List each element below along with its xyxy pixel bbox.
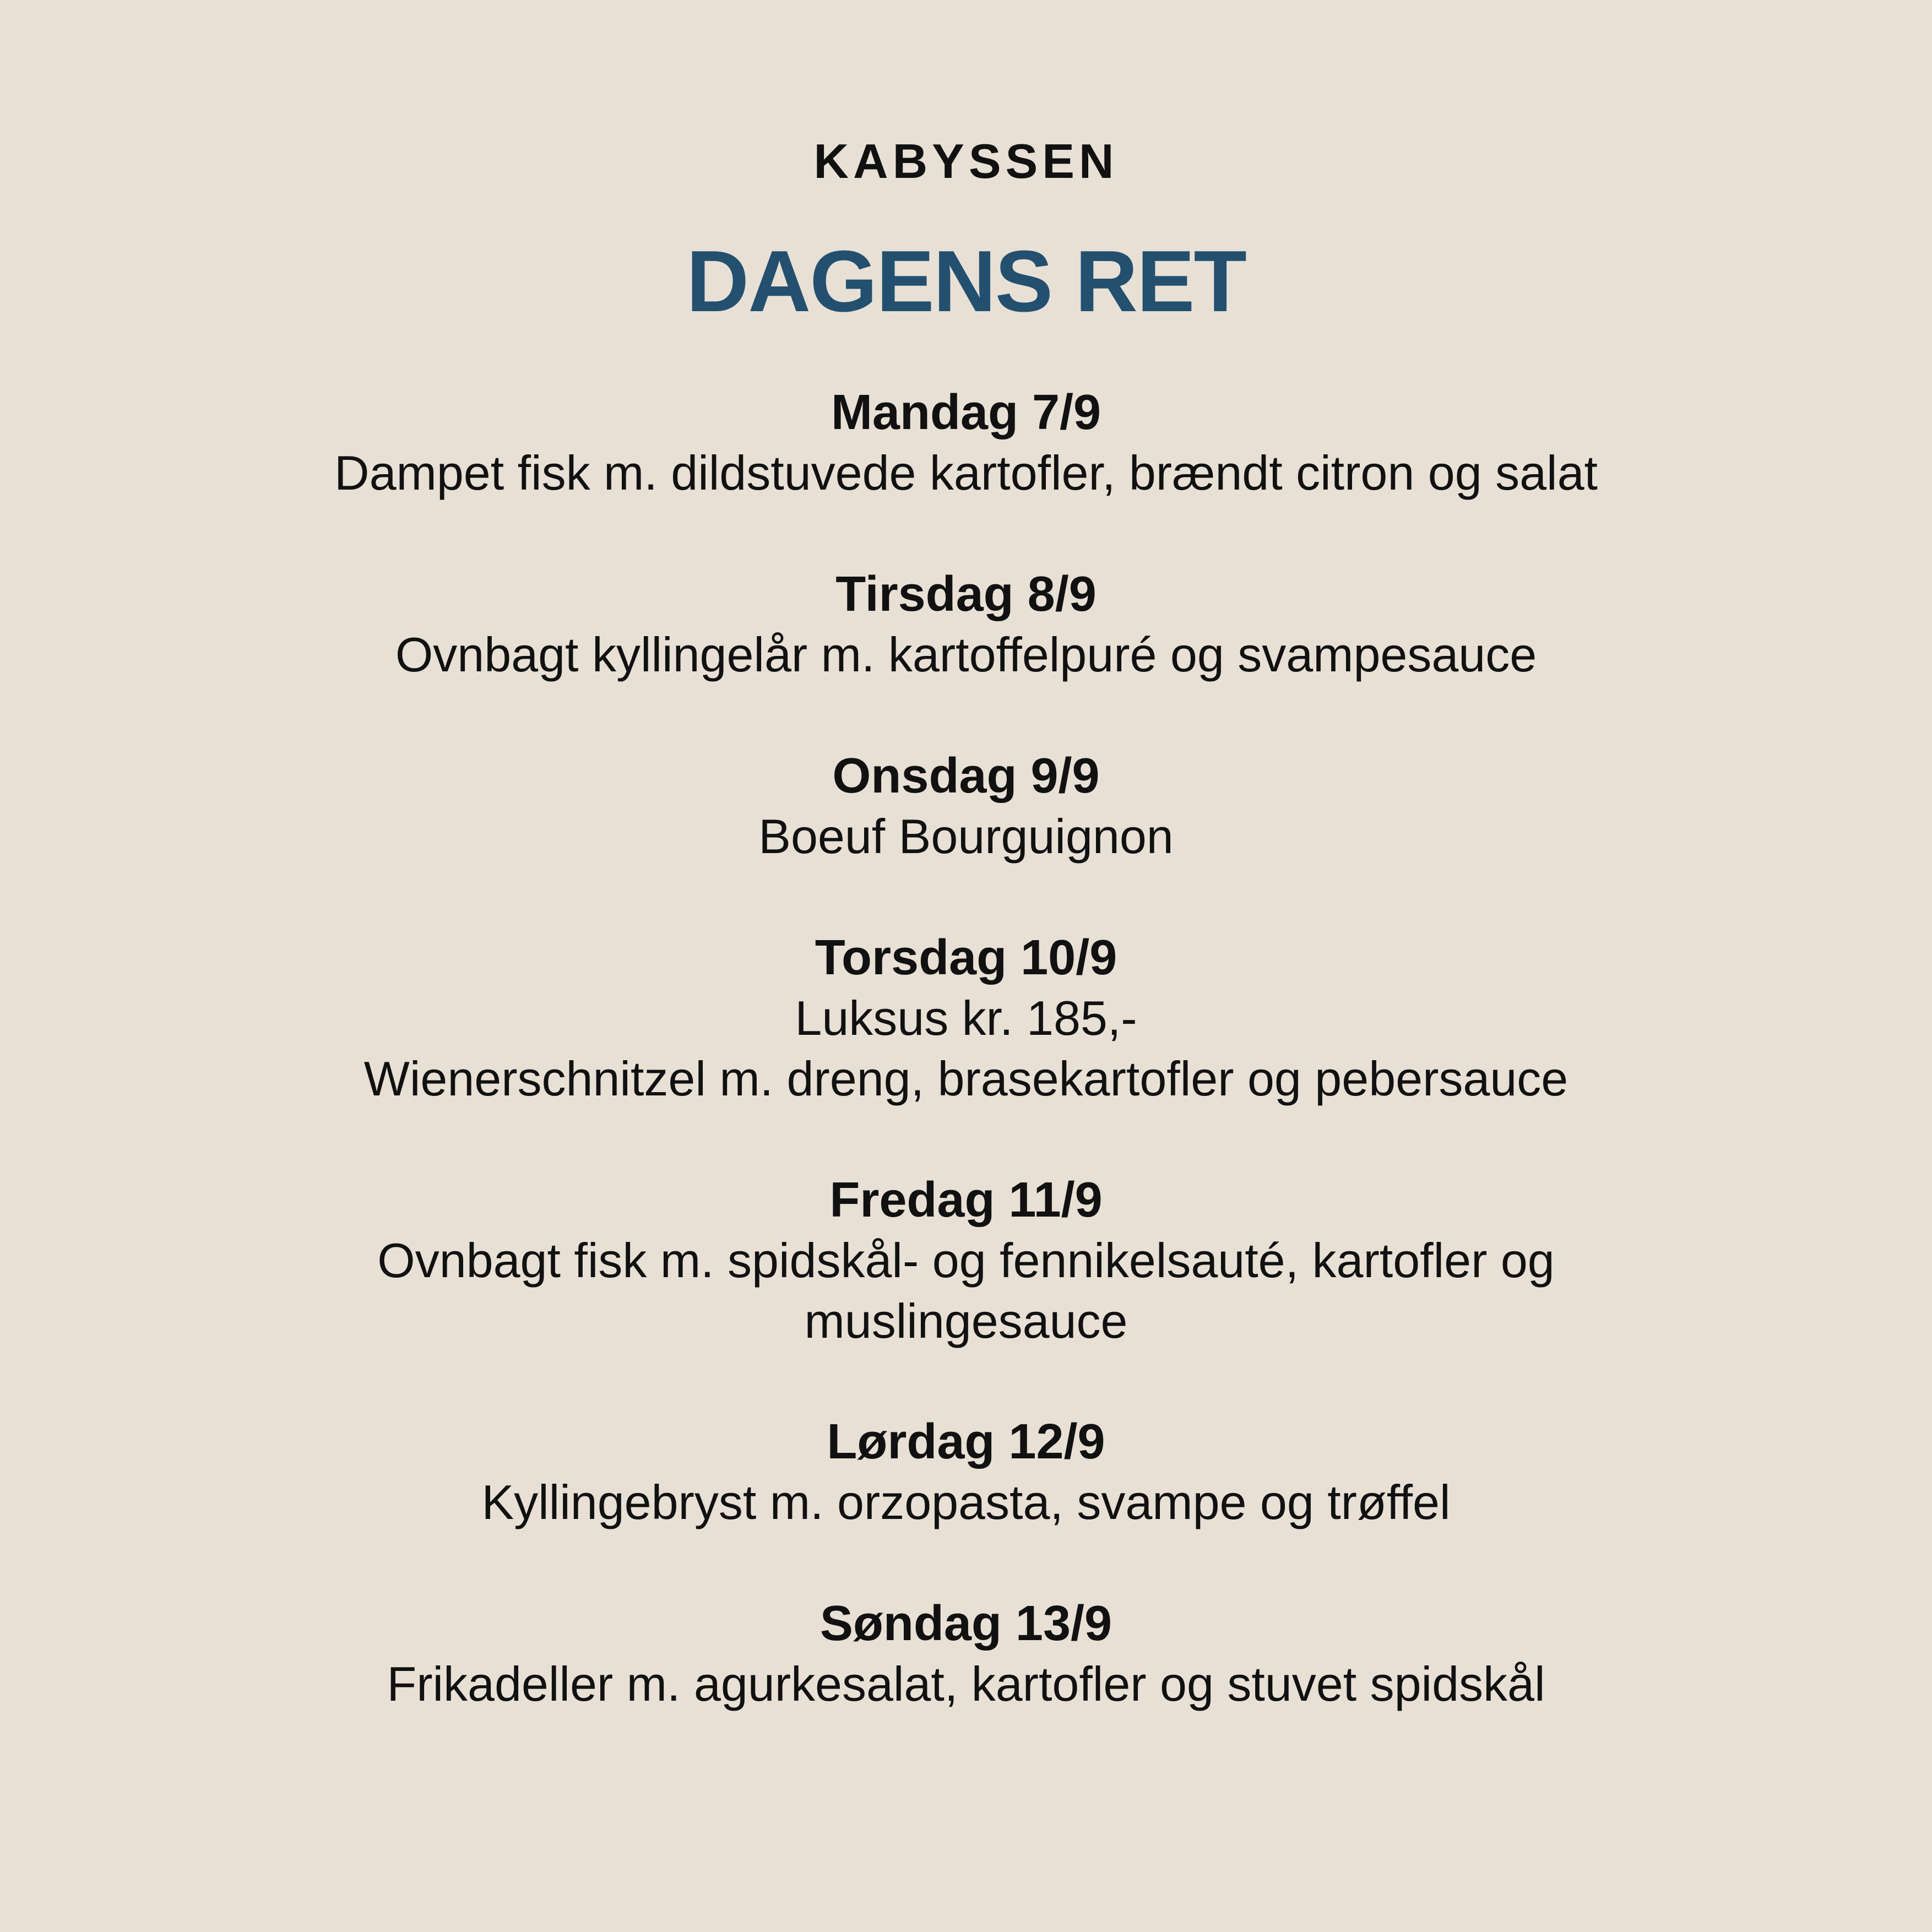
dish-description: Frikadeller m. agurkesalat, kartofler og stuvet spidskål [387,1657,1545,1711]
dish-description-continued: muslingesauce [804,1294,1128,1348]
page-title: DAGENS RET [686,233,1246,330]
menu-day-wednesday [0,746,1932,867]
menu-day-thursday [0,927,1932,1109]
menu-day-monday [0,382,1932,503]
dish-description: Dampet fisk m. dildstuvede kartofler, brændt citron og salat [334,446,1598,500]
menu-day-friday [0,1170,1932,1352]
dish-description: Ovnbagt kyllingelår m. kartoffelpuré og svampesauce [395,627,1537,682]
dish-price-note: Luksus kr. 185,- [795,991,1137,1045]
day-heading: Søndag 13/9 [820,1596,1112,1651]
day-heading: Torsdag 10/9 [815,930,1117,985]
day-heading: Onsdag 9/9 [832,748,1100,804]
menu-day-saturday [0,1412,1932,1533]
brand-name: KABYSSEN [813,134,1119,188]
menu-day-sunday [0,1593,1932,1714]
dish-description: Kyllingebryst m. orzopasta, svampe og trøffel [481,1475,1451,1529]
dish-description: Boeuf Bourguignon [758,809,1174,864]
day-heading: Tirsdag 8/9 [835,567,1097,622]
dish-description: Ovnbagt fisk m. spidskål- og fennikelsauté, kartofler og [377,1233,1555,1288]
dish-description: Wienerschnitzel m. dreng, brasekartofler og pebersauce [363,1051,1569,1106]
day-heading: Mandag 7/9 [831,385,1101,440]
day-heading: Lørdag 12/9 [827,1414,1105,1469]
day-heading: Fredag 11/9 [829,1173,1103,1228]
menu-day-tuesday [0,564,1932,685]
